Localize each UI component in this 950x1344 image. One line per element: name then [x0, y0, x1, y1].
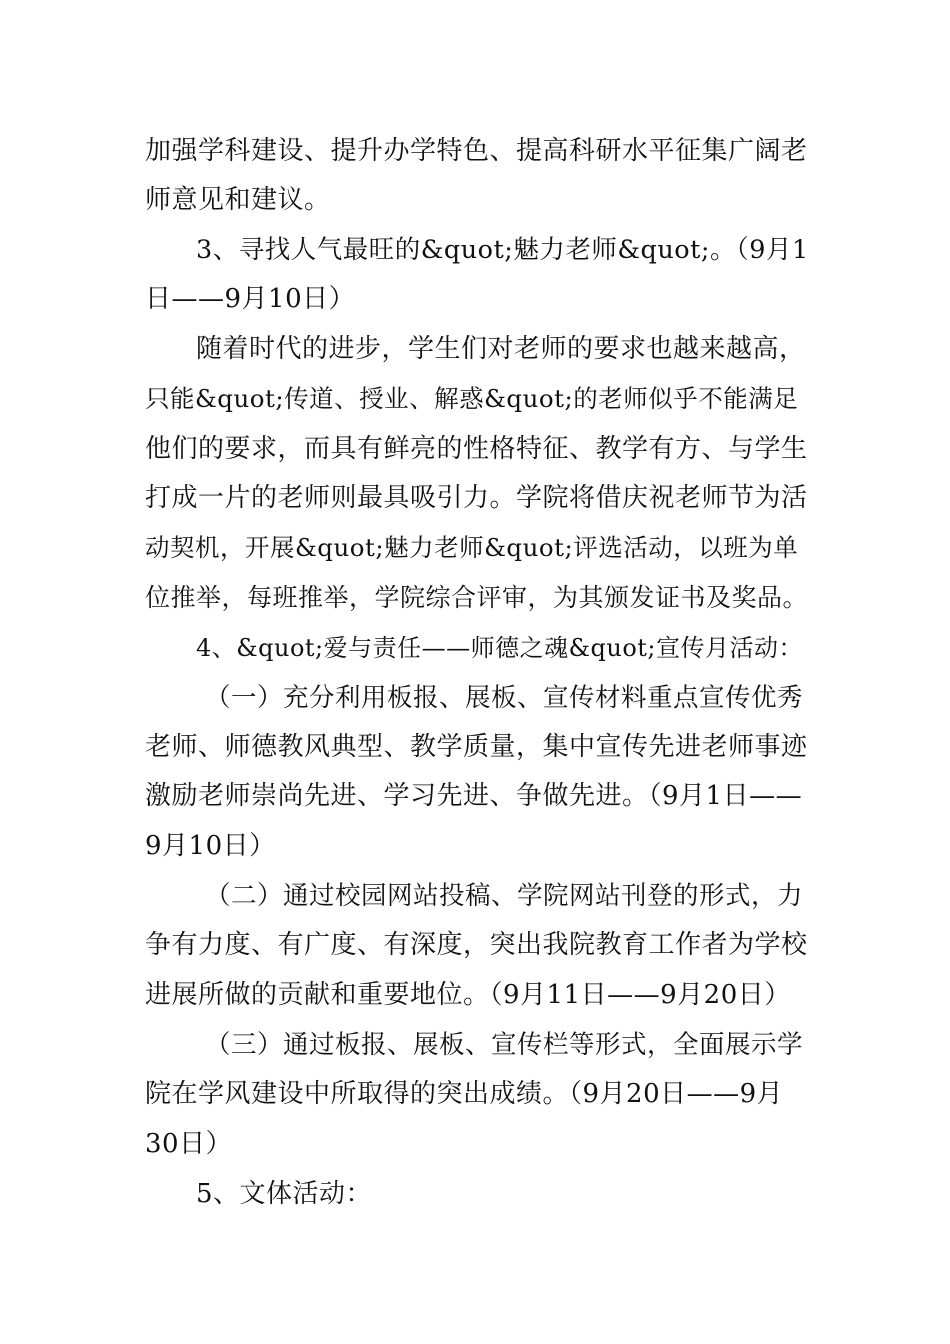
- sub-item-1: （一）充分利用板报、展板、宣传材料重点宣传优秀: [205, 683, 804, 713]
- text-line: 加强学科建设、提升办学特色、提高科研水平征集广阔老: [145, 136, 808, 166]
- sub-item-3: （三）通过板报、展板、宣传栏等形式，全面展示学: [205, 1030, 804, 1060]
- text-line: 进展所做的贡献和重要地位。（9月11日——9月20日）: [145, 980, 791, 1010]
- text-line: 院在学风建设中所取得的突出成绩。（9月20日——9月: [145, 1079, 784, 1109]
- text-line: 争有力度、有广度、有深度，突出我院教育工作者为学校: [145, 930, 808, 960]
- section-heading-4: 4、&quot;爱与责任——师德之魂&quot;宣传月活动：: [196, 634, 803, 662]
- paragraph-start: 随着时代的进步，学生们对老师的要求也越来越高，: [196, 334, 806, 364]
- text-line: 日——9月10日）: [145, 284, 356, 314]
- text-line: 9月10日）: [145, 831, 276, 861]
- text-line: 动契机，开展&quot;魅力老师&quot;评选活动，以班为单: [145, 533, 799, 562]
- text-line: 他们的要求，而具有鲜亮的性格特征、教学有方、与学生: [145, 434, 808, 464]
- sub-item-2: （二）通过校园网站投稿、学院网站刊登的形式，力: [205, 881, 804, 911]
- section-heading-3: 3、寻找人气最旺的&quot;魅力老师&quot;。（9月1: [196, 235, 809, 265]
- text-line: 打成一片的老师则最具吸引力。学院将借庆祝老师节为活: [145, 483, 808, 513]
- text-line: 激励老师崇尚先进、学习先进、争做先进。（9月1日——: [145, 781, 803, 811]
- text-line: 师意见和建议。: [145, 185, 331, 215]
- text-line: 老师、师德教风典型、教学质量，集中宣传先进老师事迹: [145, 732, 808, 762]
- text-line: 30日）: [145, 1129, 233, 1159]
- section-heading-5: 5、文体活动：: [196, 1179, 373, 1209]
- text-line: 只能&quot;传道、授业、解惑&quot;的老师似乎不能满足: [145, 384, 799, 413]
- text-line: 位推举，每班推举，学院综合评审，为其颁发证书及奖品。: [145, 583, 809, 612]
